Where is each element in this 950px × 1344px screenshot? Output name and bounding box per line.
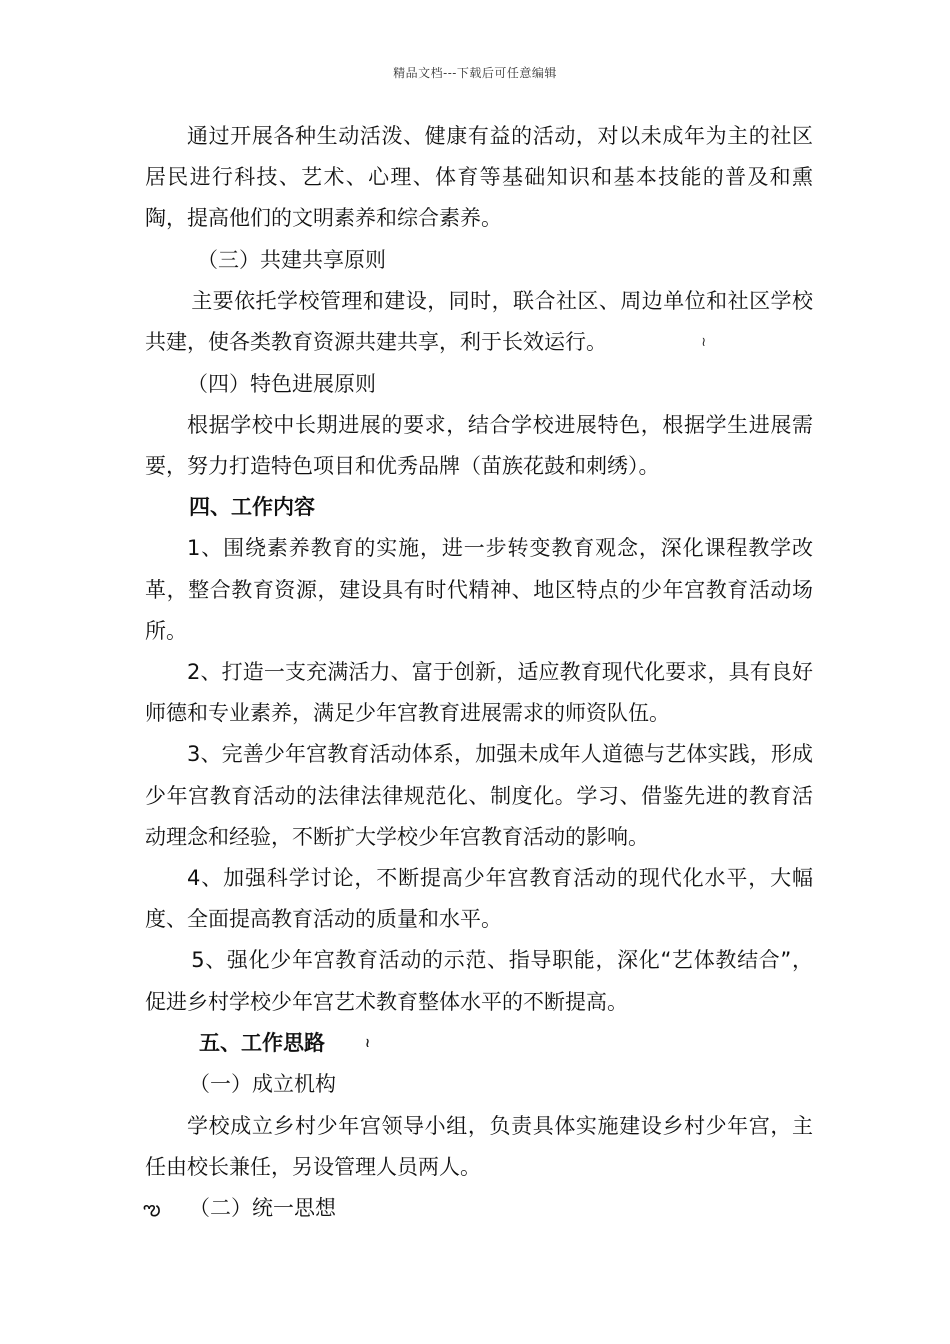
paragraph-establish-organization: 学校成立乡村少年宫领导小组，负责具体实施建设乡村少年宫，主任由校长兼任，另设管理人员两人。 bbox=[145, 1113, 813, 1179]
subheading-unify-thinking-text: （二）统一思想 bbox=[189, 1196, 336, 1221]
subheading-unify-thinking bbox=[145, 1188, 813, 1229]
tilde-mark: ≀ bbox=[701, 335, 707, 351]
list-item-3: 3、完善少年宫教育活动体系，加强未成年人道德与艺体实践，形成少年宫教育活动的法律法律规范化、制度化。学习、借鉴先进的教育活动理念和经验，不断扩大学校少年宫教育活动的影响。 bbox=[145, 742, 813, 849]
list-item-4: 4、加强科学讨论，不断提高少年宫教育活动的现代化水平，大幅度、全面提高教育活动的质量和水平。 bbox=[145, 866, 813, 932]
subheading-co-construction: （三）共建共享原则 bbox=[197, 247, 386, 272]
list-item-5: 5、强化少年宫教育活动的示范、指导职能，深化“艺体教结合”，促进乡村学校少年宫艺术教育整体水平的不断提高。 bbox=[145, 948, 813, 1014]
section-heading-work-approach bbox=[145, 1023, 813, 1065]
section-heading-work-approach-text: 五、工作思路 bbox=[199, 1030, 325, 1055]
page-header: 精品文档---下载后可任意编辑 bbox=[393, 66, 557, 80]
paragraph-co-construction-text: 主要依托学校管理和建设，同时，联合社区、周边单位和社区学校共建，使各类教育资源共建共享，利于长效运行。 bbox=[145, 288, 813, 355]
subheading-establish-organization: （一）成立机构 bbox=[189, 1072, 336, 1097]
list-item-1: 1、围绕素养教育的实施，进一步转变教育观念，深化课程教学改革，整合教育资源，建设具有时代精神、地区特点的少年宫教育活动场所。 bbox=[145, 536, 813, 643]
subheading-featured-development: （四）特色进展原则 bbox=[187, 371, 376, 396]
section-heading-work-content: 四、工作内容 bbox=[189, 495, 315, 520]
ornament-icon: ఌ bbox=[143, 1196, 161, 1221]
paragraph-co-construction bbox=[145, 281, 813, 364]
list-item-2: 2、打造一支充满活力、富于创新，适应教育现代化要求，具有良好师德和专业素养，满足少年宫教育进展需求的师资队伍。 bbox=[145, 660, 813, 726]
document-body bbox=[145, 116, 813, 1229]
paragraph-activities: 通过开展各种生动活泼、健康有益的活动，对以未成年为主的社区居民进行科技、艺术、心理、体育等基础知识和基本技能的普及和熏陶，提高他们的文明素养和综合素养。 bbox=[145, 124, 813, 231]
paragraph-featured-development: 根据学校中长期进展的要求，结合学校进展特色，根据学生进展需要，努力打造特色项目和优秀品牌（苗族花鼓和刺绣）。 bbox=[145, 412, 813, 479]
tilde-mark: ≀ bbox=[365, 1036, 370, 1052]
